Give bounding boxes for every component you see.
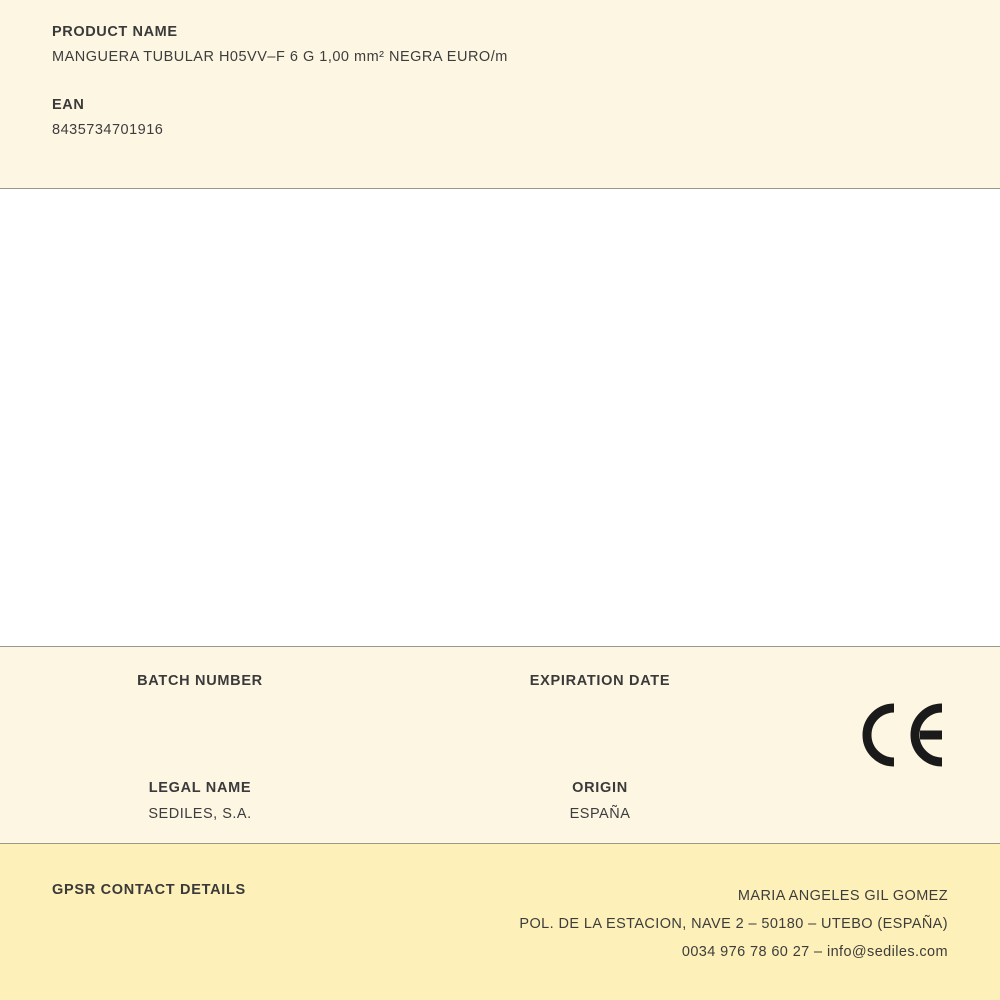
product-name-value: MANGUERA TUBULAR H05VV–F 6 G 1,00 mm² NEGRA EURO/m [52, 49, 508, 65]
expiration-date-label: EXPIRATION DATE [529, 673, 671, 689]
gpsr-contact-details [519, 882, 948, 966]
batch-expiration-row [0, 673, 800, 716]
ean-label: EAN [52, 97, 85, 113]
ean-value: 8435734701916 [52, 122, 164, 138]
gpsr-contact-name: MARIA ANGELES GIL GOMEZ [737, 888, 948, 904]
expiration-date-value [400, 699, 800, 716]
product-image-area [0, 189, 1000, 647]
gpsr-contact-section [0, 844, 1000, 1000]
gpsr-contact-label: GPSR CONTACT DETAILS [52, 882, 246, 898]
legal-origin-row [0, 780, 800, 823]
product-identification-section [0, 0, 1000, 189]
origin-label: ORIGIN [572, 780, 628, 796]
ean-block [52, 97, 948, 138]
expiration-date-cell [400, 673, 800, 716]
legal-name-cell [0, 780, 400, 823]
gpsr-contact-phone-email: 0034 976 78 60 27 – info@sediles.com [681, 944, 948, 960]
batch-number-cell [0, 673, 400, 716]
product-name-label: PRODUCT NAME [52, 24, 178, 40]
product-name-block [52, 24, 948, 65]
legal-name-label: LEGAL NAME [148, 780, 252, 796]
batch-number-value [0, 699, 400, 716]
gpsr-contact-address: POL. DE LA ESTACION, NAVE 2 – 50180 – UTEBO (ESPAÑA) [519, 916, 948, 932]
product-details-section [0, 647, 1000, 844]
ce-marking-icon [858, 702, 948, 768]
origin-cell [400, 780, 800, 823]
origin-value: ESPAÑA [569, 806, 631, 822]
legal-name-value: SEDILES, S.A. [148, 806, 252, 822]
batch-number-label: BATCH NUMBER [137, 673, 263, 689]
